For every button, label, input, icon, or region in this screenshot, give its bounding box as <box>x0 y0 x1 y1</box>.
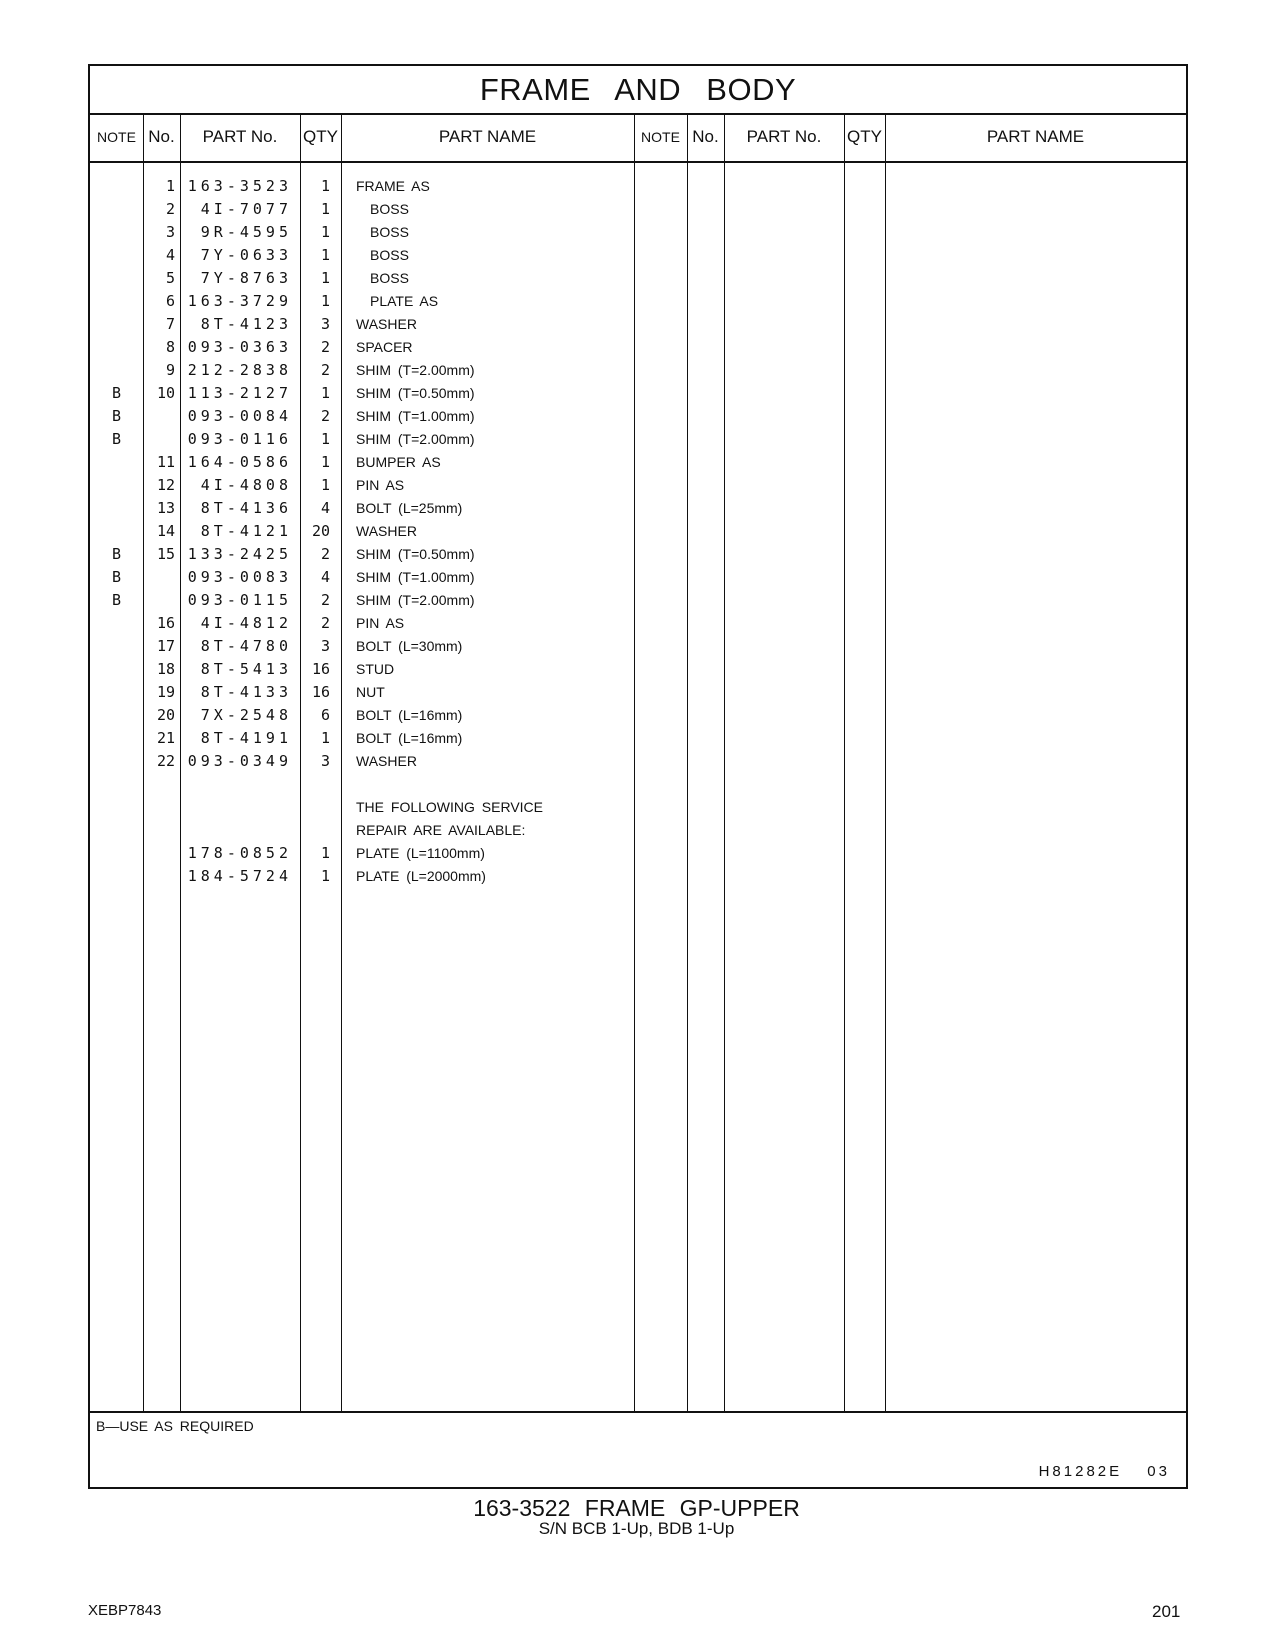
row-part-name: BOLT (L=30mm) <box>356 638 463 654</box>
table-row <box>90 819 630 842</box>
row-quantity: 3 <box>320 752 330 770</box>
row-item-number: 19 <box>156 683 175 701</box>
table-row <box>90 750 630 773</box>
row-part-name: PIN AS <box>356 615 405 631</box>
row-part-name: REPAIR ARE AVAILABLE: <box>356 822 526 838</box>
row-quantity: 2 <box>320 545 330 563</box>
table-row <box>90 497 630 520</box>
row-quantity: 4 <box>320 568 330 586</box>
row-quantity: 3 <box>320 637 330 655</box>
row-part-name: WASHER <box>356 316 417 332</box>
row-part-name: BOLT (L=16mm) <box>356 730 463 746</box>
table-row <box>90 612 630 635</box>
row-part-number: 7Y-8763 <box>200 269 292 287</box>
row-quantity: 2 <box>320 591 330 609</box>
row-quantity: 1 <box>320 476 330 494</box>
page-number: 201 <box>1152 1602 1181 1621</box>
table-row <box>90 313 630 336</box>
row-quantity: 3 <box>320 315 330 333</box>
table-row <box>90 658 630 681</box>
row-item-number: 2 <box>165 200 175 218</box>
header-part-name-left: PART NAME <box>438 127 537 146</box>
row-item-number: 10 <box>156 384 175 402</box>
reference-code: H81282E 03 <box>1038 1463 1170 1480</box>
row-note: B <box>111 545 122 563</box>
row-quantity: 1 <box>320 430 330 448</box>
table-row <box>90 635 630 658</box>
table-row <box>90 704 630 727</box>
row-part-name: SHIM (T=0.50mm) <box>356 385 475 401</box>
row-part-number: 093-0083 <box>187 568 292 586</box>
table-row <box>90 359 630 382</box>
row-part-number: 4I-4812 <box>200 614 292 632</box>
table-row <box>90 474 630 497</box>
row-item-number: 12 <box>156 476 175 494</box>
table-row <box>90 727 630 750</box>
table-row <box>90 290 630 313</box>
footer-note: B—USE AS REQUIRED <box>96 1418 254 1434</box>
row-part-number: 164-0586 <box>187 453 292 471</box>
row-part-number: 8T-5413 <box>200 660 292 678</box>
row-part-number: 7X-2548 <box>200 706 292 724</box>
row-quantity: 1 <box>320 246 330 264</box>
row-part-name: THE FOLLOWING SERVICE <box>356 799 543 815</box>
row-part-number: 9R-4595 <box>200 223 292 241</box>
row-part-name: NUT <box>356 684 385 700</box>
table-row <box>90 405 630 428</box>
row-part-name: SHIM (T=2.00mm) <box>356 362 475 378</box>
row-item-number: 17 <box>156 637 175 655</box>
row-item-number: 3 <box>165 223 175 241</box>
row-part-name: BOLT (L=25mm) <box>356 500 463 516</box>
table-row <box>90 520 630 543</box>
row-item-number: 21 <box>156 729 175 747</box>
row-note: B <box>111 384 122 402</box>
table-header <box>90 113 1186 163</box>
row-quantity: 2 <box>320 614 330 632</box>
row-quantity: 1 <box>320 292 330 310</box>
row-part-number: 093-0349 <box>187 752 292 770</box>
row-part-name: BOSS <box>370 270 409 286</box>
row-part-number: 7Y-0633 <box>200 246 292 264</box>
table-row <box>90 428 630 451</box>
header-no-right: No. <box>692 127 719 146</box>
row-part-number: 4I-4808 <box>200 476 292 494</box>
row-part-number: 093-0363 <box>187 338 292 356</box>
table-row <box>90 796 630 819</box>
row-item-number: 11 <box>156 453 175 471</box>
header-part-no-left: PART No. <box>202 127 278 146</box>
row-part-number: 093-0115 <box>187 591 292 609</box>
row-part-number: 8T-4133 <box>200 683 292 701</box>
row-item-number: 20 <box>156 706 175 724</box>
row-quantity: 6 <box>320 706 330 724</box>
row-quantity: 2 <box>320 407 330 425</box>
row-part-name: SHIM (T=1.00mm) <box>356 408 475 424</box>
row-part-number: 113-2127 <box>187 384 292 402</box>
row-part-number: 8T-4191 <box>200 729 292 747</box>
row-part-number: 093-0116 <box>187 430 292 448</box>
row-part-name: STUD <box>356 661 395 677</box>
row-part-name: SHIM (T=2.00mm) <box>356 592 475 608</box>
row-item-number: 7 <box>165 315 175 333</box>
table-body <box>90 163 1186 1413</box>
row-part-name: PIN AS <box>356 477 405 493</box>
table-row <box>90 175 630 198</box>
row-note: B <box>111 568 122 586</box>
row-quantity: 2 <box>320 338 330 356</box>
table-row <box>90 382 630 405</box>
row-quantity: 1 <box>320 200 330 218</box>
row-note: B <box>111 430 122 448</box>
row-part-name: SHIM (T=1.00mm) <box>356 569 475 585</box>
table-row <box>90 566 630 589</box>
row-quantity: 16 <box>311 683 330 701</box>
row-part-number: 163-3729 <box>187 292 292 310</box>
row-quantity: 1 <box>320 867 330 885</box>
row-item-number: 5 <box>165 269 175 287</box>
table-row <box>90 244 630 267</box>
table-row <box>90 681 630 704</box>
row-quantity: 1 <box>320 844 330 862</box>
row-item-number: 4 <box>165 246 175 264</box>
row-quantity: 1 <box>320 269 330 287</box>
header-note-right: NOTE <box>641 129 680 145</box>
row-item-number: 6 <box>165 292 175 310</box>
row-part-number: 4I-7077 <box>200 200 292 218</box>
row-item-number: 8 <box>165 338 175 356</box>
row-part-name: FRAME AS <box>356 178 430 194</box>
row-quantity: 1 <box>320 384 330 402</box>
row-item-number: 15 <box>156 545 175 563</box>
assembly-caption: 163-3522 FRAME GP-UPPER <box>473 1495 800 1521</box>
row-part-number: 212-2838 <box>187 361 292 379</box>
row-part-number: 093-0084 <box>187 407 292 425</box>
row-item-number: 13 <box>156 499 175 517</box>
serial-number-range: S/N BCB 1-Up, BDB 1-Up <box>538 1519 735 1538</box>
table-row <box>90 543 630 566</box>
row-part-name: PLATE (L=1100mm) <box>356 845 485 861</box>
table-row <box>90 865 630 888</box>
row-item-number: 16 <box>156 614 175 632</box>
header-qty-left: QTY <box>303 127 338 146</box>
row-item-number: 22 <box>156 752 175 770</box>
header-part-no-right: PART No. <box>746 127 822 146</box>
row-note: B <box>111 407 122 425</box>
row-part-number: 178-0852 <box>187 844 292 862</box>
row-item-number: 14 <box>156 522 175 540</box>
header-no-left: No. <box>148 127 175 146</box>
row-quantity: 1 <box>320 729 330 747</box>
row-part-name: BOLT (L=16mm) <box>356 707 463 723</box>
row-quantity: 1 <box>320 177 330 195</box>
row-part-name: BOSS <box>370 201 409 217</box>
table-row <box>90 198 630 221</box>
row-part-name: PLATE AS <box>370 293 439 309</box>
table-row <box>90 451 630 474</box>
row-part-number: 133-2425 <box>187 545 292 563</box>
row-quantity: 1 <box>320 453 330 471</box>
table-row <box>90 842 630 865</box>
row-part-name: SHIM (T=2.00mm) <box>356 431 475 447</box>
row-part-name: BOSS <box>370 224 409 240</box>
row-item-number: 18 <box>156 660 175 678</box>
row-part-name: WASHER <box>356 523 417 539</box>
table-row <box>90 773 630 796</box>
table-row <box>90 221 630 244</box>
row-part-number: 184-5724 <box>187 867 292 885</box>
row-part-number: 8T-4136 <box>200 499 292 517</box>
row-part-name: SHIM (T=0.50mm) <box>356 546 475 562</box>
row-quantity: 4 <box>320 499 330 517</box>
row-part-name: BOSS <box>370 247 409 263</box>
table-row <box>90 267 630 290</box>
table-row <box>90 589 630 612</box>
table-row <box>90 336 630 359</box>
row-part-name: WASHER <box>356 753 417 769</box>
row-part-name: PLATE (L=2000mm) <box>356 868 486 884</box>
header-qty-right: QTY <box>847 127 882 146</box>
row-quantity: 1 <box>320 223 330 241</box>
row-part-number: 163-3523 <box>187 177 292 195</box>
row-note: B <box>111 591 122 609</box>
row-quantity: 20 <box>311 522 330 540</box>
header-part-name-right: PART NAME <box>986 127 1085 146</box>
document-id: XEBP7843 <box>88 1602 162 1619</box>
row-item-number: 1 <box>165 177 175 195</box>
page-title: FRAME AND BODY <box>90 66 1186 115</box>
row-part-name: BUMPER AS <box>356 454 441 470</box>
row-part-name: SPACER <box>356 339 413 355</box>
row-part-number: 8T-4780 <box>200 637 292 655</box>
row-quantity: 2 <box>320 361 330 379</box>
row-quantity: 16 <box>311 660 330 678</box>
row-part-number: 8T-4121 <box>200 522 292 540</box>
row-item-number: 9 <box>165 361 175 379</box>
header-note-left: NOTE <box>97 129 136 145</box>
parts-table-frame <box>88 64 1188 1489</box>
row-part-number: 8T-4123 <box>200 315 292 333</box>
